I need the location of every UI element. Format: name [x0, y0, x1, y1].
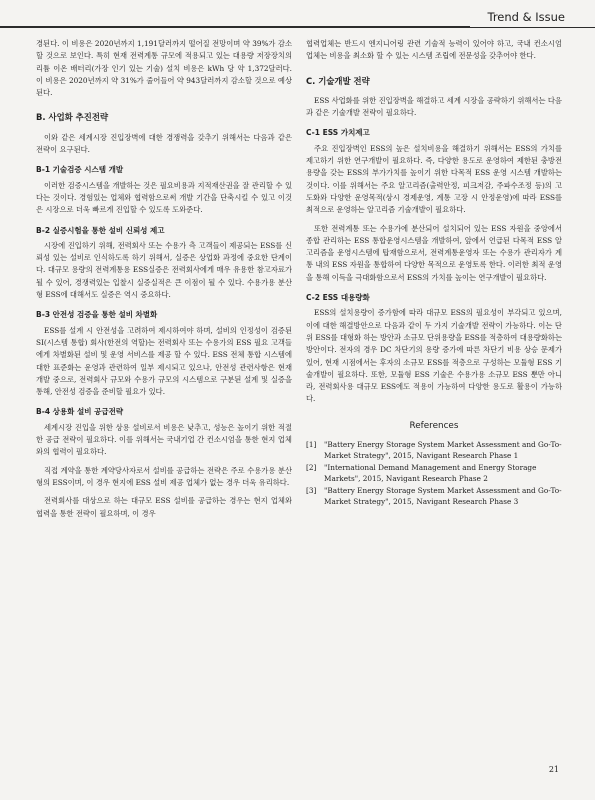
subsection-title-c2: C-2 ESS 대용량화 — [306, 293, 370, 303]
reference-item — [306, 485, 562, 507]
reference-item — [306, 439, 562, 461]
subsection-title-b1: B-1 기술검증 시스템 개발 — [36, 165, 124, 175]
subsection-title-c1: C-1 ESS 가치제고 — [306, 128, 370, 138]
left-column — [36, 38, 292, 526]
section-b-intro: 이와 같은 세계시장 진입장벽에 대한 경쟁력을 갖추기 위해서는 다음과 같은 전략이 요구된다. — [36, 132, 292, 155]
section-title-b: B. 사업화 추진전략 — [36, 112, 109, 123]
right-intro-paragraph: 협력업체는 반드시 엔지니어링 관련 기술적 능력이 있어야 하고, 국내 컨소시엄 업체는 비용을 최소화 할 수 있는 시스템 조립에 전문성을 갖추어야 한다. — [306, 39, 562, 61]
subsection-text-b4-3: 전력회사를 대상으로 하는 대규모 ESS 설비를 공급하는 경우는 현지 업체와 협력을 통한 전략이 필요하며, 이 경우 — [36, 496, 292, 518]
subsection-text-b4: 세계시장 진입을 위한 상용 설비로서 비용은 낮추고, 성능은 높이기 위한 적절한 공급 전략이 필요하다. 이를 위해서는 국내기업 간 컨소시엄을 통한 현지 업체와의 협력이 필요하다. — [36, 422, 292, 457]
subsection-title-b2: B-2 실증시험을 통한 설비 신뢰성 제고 — [36, 225, 165, 235]
subsection-text-b4-2: 직접 계약을 통한 계약당사자로서 설비를 공급하는 전략은 주로 수용가용 분산형의 ESS이며, 이 경우 현지에 ESS 설비 제공 업체가 없는 경우 더욱 유리하다. — [36, 465, 292, 487]
reference-text: "Battery Energy Storage System Market Assessment and Go-To-Market Strategy", 2015, Navigant Research Phase 1 — [324, 440, 562, 461]
section-title-c: C. 기술개발 전략 — [306, 75, 370, 86]
subsection-text-b1: 이러한 검증시스템을 개발하는 것은 필요비용과 지적재산권을 잘 관리할 수 있다는 것이다. 경험있는 업체와 협력함으로써 개발 기간을 단축시킬 수 있고 이것은 시장으로 더욱 빠르게 진입할 수 있도록 도와준다. — [36, 180, 292, 215]
subsection-title-b4: B-4 상용화 설비 공급전략 — [36, 407, 124, 417]
subsection-text-c2: ESS의 설치용량이 증가함에 따라 대규모 ESS의 필요성이 부각되고 있으며, 이에 대한 해결방안으로 다음과 같이 두 가지 기술개발 전략이 가능하다. 이는 단위 ESS를 대형화 하는 방안과 소규모 단위용량을 ESS를 적층하여 대용량화하는 방안이다. 전자의 경우 DC 차단기의 용량 증가에 따른 차단기 비용 상승 문제가 있어, 현재 시점에서는 후자의 소규모 ESS를 적층으로 구성하는 모듈형 ESS 기술개발이 필요하다. 또한, 모듈형 ESS 기술은 수용가용 소규모 ESS 뿐만 아니라, 전력회사용 대규모 ESS에도 적용이 가능하여 다양한 용도로 활용이 가능하다. — [306, 308, 562, 404]
references-title: References — [409, 420, 459, 431]
reference-number: [3] — [306, 486, 317, 496]
subsection-text-c1-2: 또한 전력계통 또는 수용가에 분산되어 설치되어 있는 ESS 자원을 중앙에서 종합 관리하는 ESS 통합운영시스템을 개발하여, 앞에서 언급된 다목적 ESS 알고리즘을 운영시스템에 탑재함으로서, 전력계통운영자 또는 수용가 관리자가 계통 내의 ESS 자원을 통합하여 다양한 목적으로 운영토록 한다. 이러한 최적 운영을 통해 이득을 극대화함으로서 ESS의 가치를 높이는 연구개발이 필요하다. — [306, 223, 562, 282]
page-header — [0, 0, 595, 28]
reference-item — [306, 462, 562, 484]
reference-text: "International Demand Management and Energy Storage Markets", 2015, Navigant Research Phase 2 — [324, 463, 537, 484]
reference-number: [1] — [306, 440, 317, 450]
references-list — [306, 439, 562, 507]
subsection-title-b3: B-3 안전성 검증을 통한 설비 차별화 — [36, 310, 158, 320]
right-column — [306, 38, 562, 508]
subsection-text-b2: 시장에 진입하기 위해, 전력회사 또는 수용가 측 고객들이 제공되는 ESS를 신뢰성 있는 설비로 인식하도록 하기 위해서, 실증은 상업화 과정에 중요한 단계이다. 대규모 용량의 전력계통용 ESS실증은 전력회사에게 매우 유용한 참고자료가 될 수 있어, 경쟁력있는 입찰시 실증실적은 큰 이점이 될 수 있다. 수용가용 분산형 ESS에 대해서도 실증은 역시 중요하다. — [36, 240, 292, 300]
intro-paragraph: 경된다. 이 비용은 2020년까지 1,191달러까지 떨어질 전망이며 약 39%가 감소할 것으로 보인다. 특히 현재 전력계통 규모에 적용되고 있는 대용량 저장장치의 리튬 이온 배터리(가장 인기 있는 기술) 설치 비용은 kWh 당 약 1,372달러다. 이 비용은 2020년까지 약 31%가 줄어들어 약 943달러까지 감소할 것으로 예상된다. — [36, 39, 292, 98]
header-title: Trend & Issue — [487, 10, 565, 24]
reference-number: [2] — [306, 463, 317, 473]
subsection-text-c1: 주요 진입장벽인 ESS의 높은 설치비용을 해결하기 위해서는 ESS의 가치를 제고하기 위한 연구개발이 필요하다. 즉, 다양한 용도로 운영하여 제한된 충방전 용량을 갖는 ESS의 부가가치를 높이기 위한 다목적 ESS 운영 시스템 개발하는 것이다. 이를 위해서는 주요 알고리즘(출력안정, 피크저감, 주파수조정 등)의 고도화와 다양한 운영목적(상시 경제운영, 계통 고장 시 안정운영)에 따라 ESS를 최적으로 운영하는 알고리즘 기술개발이 필요하다. — [306, 143, 562, 215]
reference-text: "Battery Energy Storage System Market Assessment and Go-To-Market Strategy", 2015, Navigant Research Phase 3 — [324, 486, 562, 507]
section-c-intro: ESS 사업화를 위한 진입장벽을 해결하고 세계 시장을 공략하기 위해서는 다음과 같은 기술개발 전략이 필요하다. — [306, 95, 562, 118]
page-number: 21 — [548, 765, 559, 774]
subsection-text-b3: ESS를 설계 시 안전성을 고려하여 제시하여야 하며, 설비의 인정성이 검증된 SI(시스템 통합) 회사(한전의 역할)는 전력회사 또는 수용가의 ESS 필요 고객들에게 차별화된 설비 및 운영 서비스를 제공 할 수 있다. ESS 전체 통합 시스템에 대한 표준화는 운영과 관련하여 일부 제시되고 있으나, 안전성 관련사항은 현재 개발 중으로, 전력회사 규모와 수용가 규모의 시스템으로 구분된 설계 및 실증을 통해, 안전성 검증을 준비할 필요가 있다. — [36, 325, 292, 397]
